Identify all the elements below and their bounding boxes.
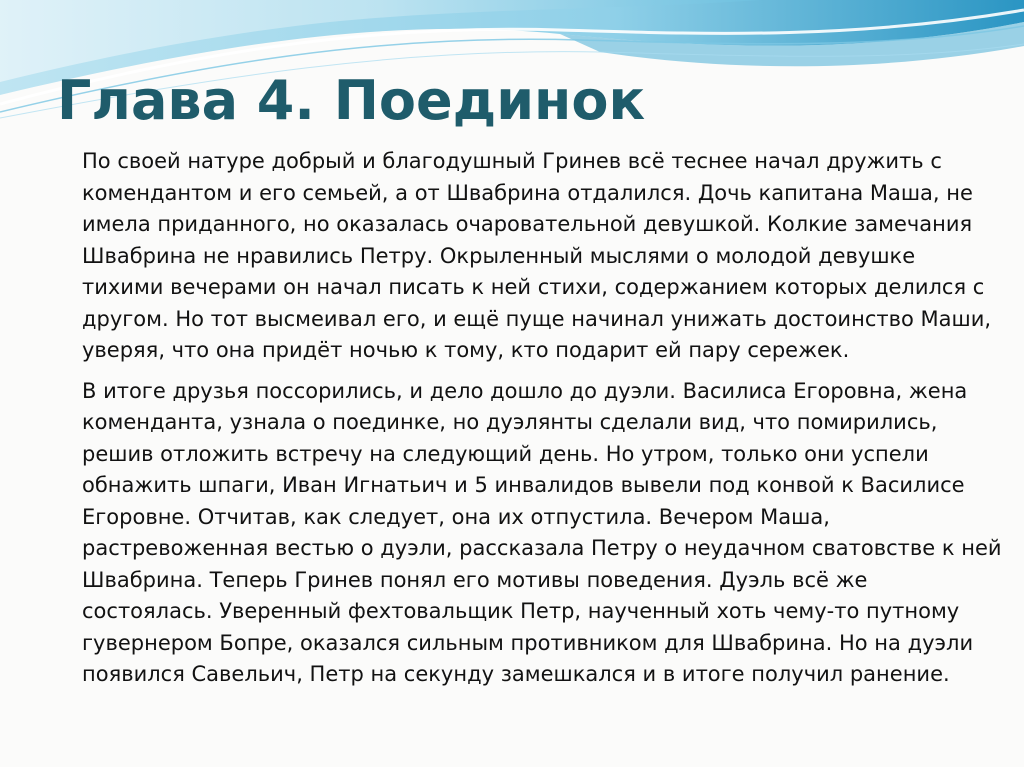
paragraph-2: В итоге друзья поссорились, и дело дошло до дуэли. Василиса Егоровна, жена коменданта, узнала о поединке, но дуэлянты сделали вид, что помирились, решив отложить встречу на следующий день. Но утром, только они успели обнажить шпаги, Иван Игнатьич и 5 инвалидов вывели под конвой к Василисе Егоровне. Отчитав, как следует, она их отпустила. Вечером Маша, растревоженная вестью о дуэли, рассказала Петру о неудачном сватовстве к ней Швабрина. Теперь Гринев понял его мотивы поведения. Дуэль всё же состоялась. Уверенный фехтовальщик Петр, наученный хоть чему-то путному гувернером Бопре, оказался сильным противником для Швабрина. Но на дуэли появился Савельич, Петр на секунду замешкался и в итоге получил ранение.: [82, 378, 1002, 686]
slide-title: Глава 4. Поединок: [57, 69, 646, 132]
slide-body: [82, 146, 1002, 700]
paragraph-1: По своей натуре добрый и благодушный Гринев всё теснее начал дружить с комендантом и его семьей, а от Швабрина отдалился. Дочь капитана Маша, не имела приданного, но оказалась очаровательной девушкой. Колкие замечания Швабрина не нравились Петру. Окрыленный мыслями о молодой девушке тихими вечерами он начал писать к ней стихи, содержанием которых делился с другом. Но тот высмеивал его, и ещё пуще начинал унижать достоинство Маши, уверяя, что она придёт ночью к тому, кто подарит ей пару сережек.: [82, 149, 992, 362]
